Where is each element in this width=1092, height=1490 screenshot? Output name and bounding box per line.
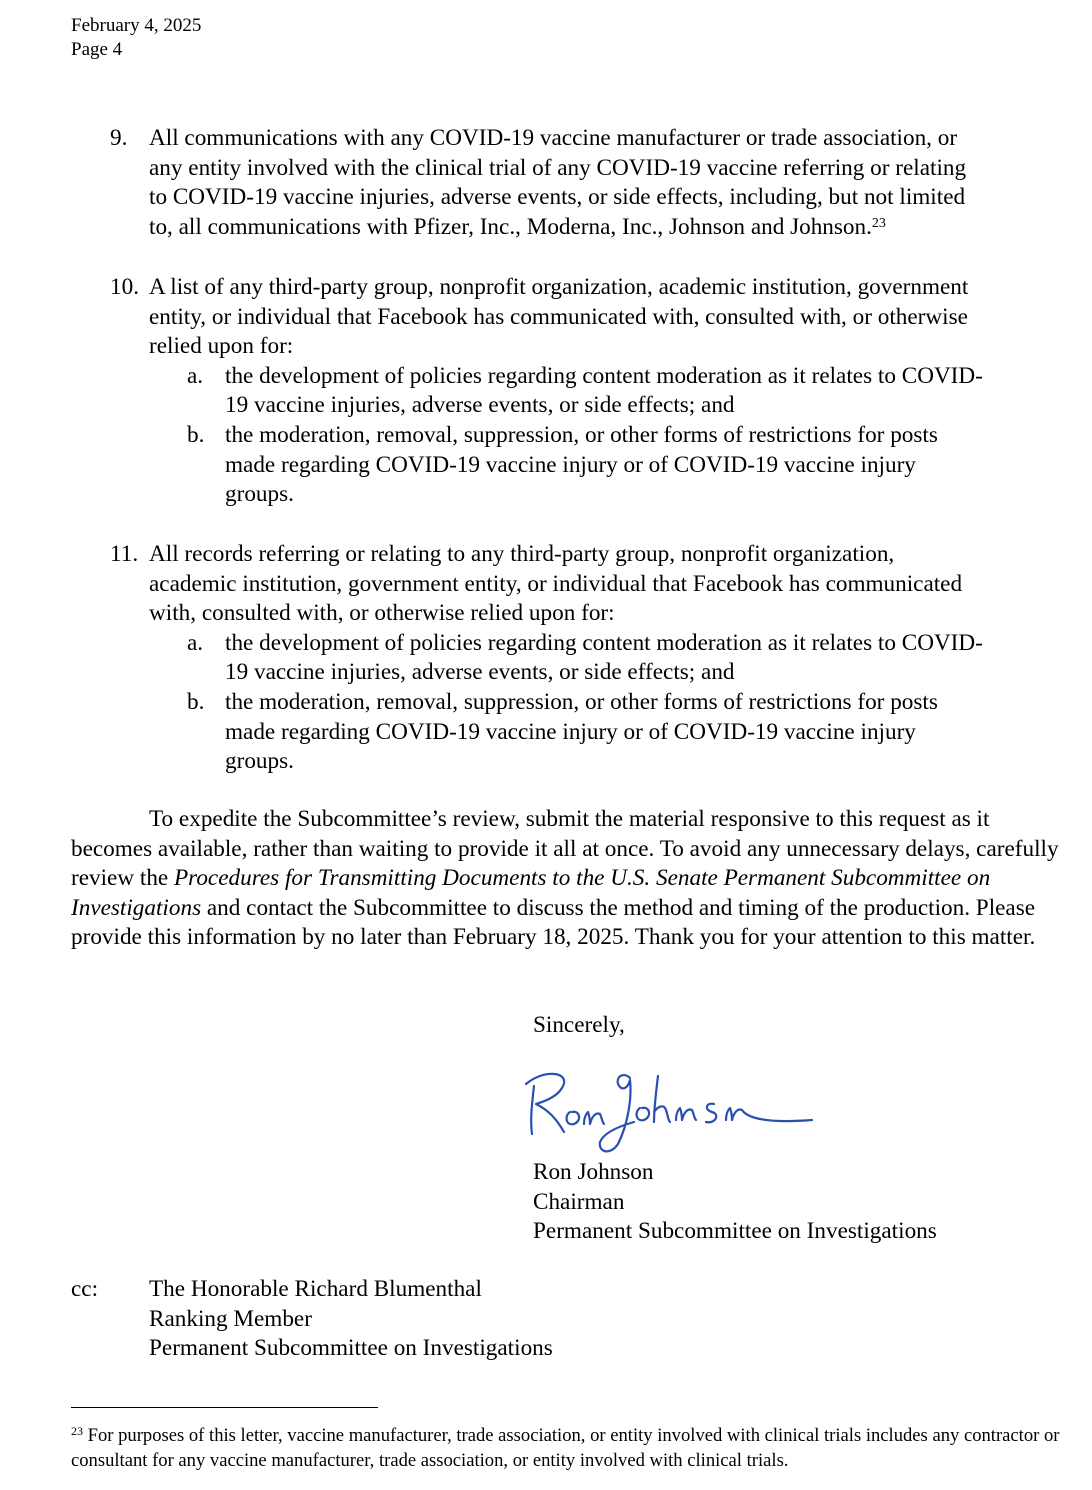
sub-item-letter: b. [187,688,205,715]
sub-item-a [149,629,1070,688]
item-line: A list of any third-party group, nonprofit organization, academic institution, government [149,274,969,300]
list-item-10 [110,273,1070,510]
item-line: to, all communications with Pfizer, Inc., Moderna, Inc., Johnson and Johnson.$^{23}$ [149,213,886,240]
signer-name: Ron Johnson [533,1159,654,1185]
cc-name: The Honorable Richard Blumenthal [149,1276,482,1302]
sub-item-letter: b. [187,421,205,448]
sub-item-letter: a. [187,362,204,389]
item-line: relied upon for: [149,333,294,360]
sub-item-line: the development of policies regarding content moderation as it relates to COVID- [225,629,983,656]
sub-item-line: the moderation, removal, suppression, or other forms of restrictions for posts [225,421,938,448]
list-item-9 [110,124,1070,242]
handwritten-signature [520,1058,820,1158]
sub-item-line: 19 vaccine injuries, adverse events, or side effects; and [225,392,735,419]
cc-title: Ranking Member [149,1305,312,1332]
item-number: 11. [110,541,139,567]
item-line: with, consulted with, or otherwise relied upon for: [149,600,615,627]
item-line: All communications with any COVID-19 vaccine manufacturer or trade association, or [149,125,958,151]
footnote-reference: 23 [871,215,886,231]
sub-item-line: made regarding COVID-19 vaccine injury or of COVID-19 vaccine injury [225,718,916,745]
footnote [71,1423,1071,1473]
closing-paragraph: To expedite the Subcommittee’s review, submit the material responsive to this request as it becomes available, rather than waiting to provide it all at once. To avoid any unnecessary delays, carefully review the Procedures for Transmitting Documents to the U.S. Senate Permanent Subcommittee on Investigations and contact the Subcommittee to discuss the method and timing of the production. Please provide this information by no later than February 18, 2025. Thank you for your attention to this matter. [71,806,1059,951]
footnote-divider [71,1407,378,1408]
sub-item-a [149,362,1070,421]
cc-recipient [149,1275,553,1364]
cc-committee: Permanent Subcommittee on Investigations [149,1335,553,1362]
sub-item-b [149,688,1070,777]
sub-item-letter: a. [187,629,204,656]
header-page-number: Page 4 [71,39,123,60]
item-line: academic institution, government entity, or individual that Facebook has communicated [149,570,963,597]
list-item-11 [110,540,1070,777]
sub-item-line: the development of policies regarding content moderation as it relates to COVID- [225,362,983,389]
item-number: 10. [110,274,139,300]
sub-item-line: the moderation, removal, suppression, or other forms of restrictions for posts [225,688,938,715]
salutation: Sincerely, [533,1012,625,1038]
sub-item-line: made regarding COVID-19 vaccine injury or of COVID-19 vaccine injury [225,451,916,478]
signer-title: Chairman [533,1188,625,1215]
sub-item-line: groups. [225,481,294,508]
item-line: All records referring or relating to any third-party group, nonprofit organization, [149,541,895,567]
cc-label: cc: [71,1276,99,1302]
item-line: any entity involved with the clinical trial of any COVID-19 vaccine referring or relating [149,154,967,181]
procedures-document-title: Procedures for Transmitting Documents to the U.S. Senate Permanent Subcommittee on Investigations [71,865,991,921]
item-line: entity, or individual that Facebook has communicated with, consulted with, or otherwise [149,303,968,330]
item-number: 9. [110,125,128,151]
sub-item-b [149,421,1070,510]
footnote-text: For purposes of this letter, vaccine manufacturer, trade association, or entity involved with clinical trials includes any contractor or consultant for any vaccine manufacturer, trade association, or entity involved with clinical trials. [71,1425,1060,1471]
sub-item-line: 19 vaccine injuries, adverse events, or side effects; and [225,659,735,686]
sub-item-line: groups. [225,748,294,775]
signer-block [533,1158,937,1247]
header-date: February 4, 2025 [71,15,202,36]
footnote-number: 23 [71,1424,83,1438]
item-line: to COVID-19 vaccine injuries, adverse events, or side effects, including, but not limited [149,184,966,211]
signer-committee: Permanent Subcommittee on Investigations [533,1218,937,1245]
